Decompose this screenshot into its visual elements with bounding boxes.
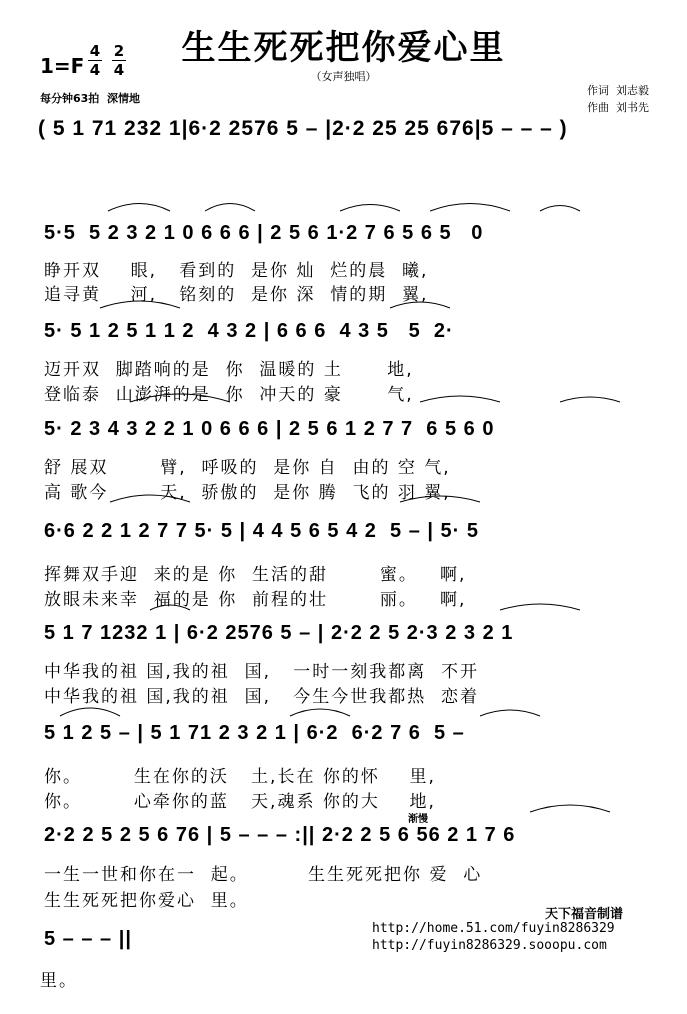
meter2-bottom: 4 [113,61,125,79]
system-6-notes: 5 1 2 5 – | 5 1 71 2 3 2 1 | 6·2 6·2 7 6 5 – [44,722,465,744]
system-2-lyric-1: 迈开双 脚踏响的是 你 温暖的 土 地, [44,360,414,380]
meter1-top: 4 [89,42,101,60]
system-2-notes: 5· 5 1 2 5 1 1 2 4 3 2 | 6 6 6 4 3 5 5 2· [44,320,454,342]
footer-url-2[interactable]: http://fuyin8286329.sooopu.com [372,938,607,953]
system-7-lyric-2: 生生死死把你爱心 里。 [44,891,249,911]
system-3-notes: 5· 2 3 4 3 2 2 1 0 6 6 6 | 2 5 6 1 2 7 7 6 5 6 0 [44,418,495,440]
system-6-lyric-1: 你。 生在你的沃 土,长在 你的怀 里, [44,767,436,787]
system-2-lyric-2: 登临泰 山澎湃的是 你 冲天的 豪 气, [44,385,414,405]
system-1-lyric-2: 追寻黄 河, 铭刻的 是你 深 情的期 翼, [44,285,429,305]
tempo-change-mark: 渐慢 [408,814,428,825]
system-4-notes: 6·6 2 2 1 2 7 7 5· 5 | 4 4 5 6 5 4 2 5 – | 5· 5 [44,520,480,542]
system-3-lyric-1: 舒 展双 臂, 呼吸的 是你 自 由的 空 气, [44,458,451,478]
system-7-lyric-1: 一生一世和你在一 起。 生生死死把你 爱 心 [44,865,483,885]
system-5-lyric-1: 中华我的祖 国,我的祖 国, 一时一刻我都离 不开 [44,662,480,682]
composer-credit: 作曲 刘书先 [587,101,649,114]
song-subtitle: （女声独唱） [310,70,377,83]
system-8-lyric-1: 里。 [40,971,78,991]
system-4-lyric-2: 放眼未来幸 福的是 你 前程的壮 丽。 啊, [44,590,467,610]
footer-url-1[interactable]: http://home.51.com/fuyin8286329 [372,921,615,936]
meter2-top: 2 [113,42,125,60]
key-signature: 1=F [40,54,85,78]
system-7-notes: 2·2 2 5 2 5 6 76 | 5 – – – :|| 2·2 2 5 6 56 2 1 7 6 [44,824,516,846]
system-6-lyric-2: 你。 心牵你的蓝 天,魂系 你的大 地, [44,792,436,812]
system-5-lyric-2: 中华我的祖 国,我的祖 国, 今生今世我都热 恋着 [44,687,480,707]
publisher-brand: 天下福音制谱 [545,907,624,922]
tempo-marking: 每分钟63拍 深情地 [40,92,140,105]
system-1-notes: 5·5 5 2 3 2 1 0 6 6 6 | 2 5 6 1·2 7 6 5 6 5 0 [44,222,484,244]
system-3-lyric-2: 高 歌今 天, 骄傲的 是你 腾 飞的 羽 翼, [44,483,451,503]
system-5-notes: 5 1 7 1232 1 | 6·2 2576 5 – | 2·2 2 5 2·3 2 3 2 1 [44,622,514,644]
meter1-bottom: 4 [89,61,101,79]
lyricist-credit: 作词 刘志毅 [587,84,649,97]
song-title: 生生死死把你爱心里 [181,28,506,68]
system-1-lyric-1: 睁开双 眼, 看到的 是你 灿 烂的晨 曦, [44,261,429,281]
system-8-notes: 5 – – – || [44,928,132,950]
system-4-lyric-1: 挥舞双手迎 来的是 你 生活的甜 蜜。 啊, [44,565,467,585]
intro-notes: ( 5 1 71 232 1|6·2 2576 5 – |2·2 25 25 676|5 – – – ) [38,117,568,140]
